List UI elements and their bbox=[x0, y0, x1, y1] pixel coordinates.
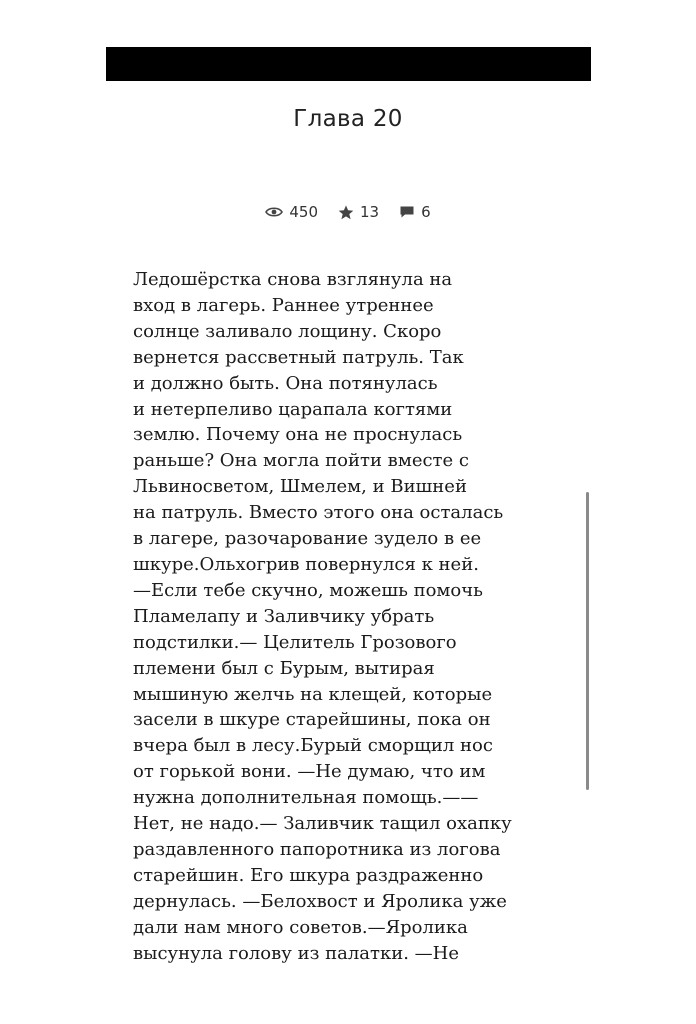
text-line: засели в шкуре старейшины, пока он bbox=[133, 709, 491, 731]
votes-stat bbox=[338, 203, 379, 221]
views-stat bbox=[265, 203, 318, 221]
chapter-stats bbox=[0, 203, 696, 221]
text-line: вернется рассветный патруль. Так bbox=[133, 346, 464, 368]
text-line: высунула голову из палатки. —Не bbox=[133, 942, 460, 964]
text-line: раньше? Она могла пойти вместе с bbox=[133, 450, 469, 472]
text-line: подстилки.— Целитель Грозового bbox=[133, 631, 457, 653]
scrollbar[interactable] bbox=[586, 492, 589, 790]
text-line: солнце заливало лощину. Скоро bbox=[133, 320, 442, 342]
text-line: и должно быть. Она потянулась bbox=[133, 372, 438, 394]
comments-stat bbox=[399, 203, 431, 221]
text-line: нужна дополнительная помощь.—— bbox=[133, 787, 479, 809]
text-line: мышиную желчь на клещей, которые bbox=[133, 683, 493, 705]
comment-icon bbox=[399, 205, 415, 219]
text-line: старейшин. Его шкура раздраженно bbox=[133, 864, 484, 886]
text-line: землю. Почему она не проснулась bbox=[133, 424, 463, 446]
text-line: шкуре.Ольхогрив повернулся к ней. bbox=[133, 553, 479, 575]
chapter-title: Глава 20 bbox=[293, 106, 403, 132]
text-line: дали нам много советов.—Яролика bbox=[133, 916, 468, 938]
text-line: —Если тебе скучно, можешь помочь bbox=[133, 579, 483, 601]
views-count: 450 bbox=[289, 203, 318, 221]
chapter-body bbox=[133, 267, 543, 966]
text-line: Львиносветом, Шмелем, и Вишней bbox=[133, 476, 467, 498]
text-line: от горькой вони. —Не думаю, что им bbox=[133, 761, 486, 783]
star-icon bbox=[338, 205, 354, 220]
top-bar bbox=[106, 47, 591, 81]
votes-count: 13 bbox=[360, 203, 380, 221]
text-line: на патруль. Вместо этого она осталась bbox=[133, 502, 504, 524]
text-line: Пламелапу и Заливчику убрать bbox=[133, 605, 435, 627]
text-line: Нет, не надо.— Заливчик тащил охапку bbox=[133, 813, 512, 835]
comments-count: 6 bbox=[421, 203, 431, 221]
eye-icon bbox=[265, 206, 283, 218]
text-line: раздавленного папоротника из логова bbox=[133, 838, 501, 860]
text-line: вчера был в лесу.Бурый сморщил нос bbox=[133, 735, 493, 757]
text-line: дернулась. —Белохвост и Яролика уже bbox=[133, 890, 507, 912]
text-line: и нетерпеливо царапала когтями bbox=[133, 398, 453, 420]
text-line: Ледошёрстка снова взглянула на bbox=[133, 269, 453, 290]
text-line: племени был с Бурым, вытирая bbox=[133, 657, 435, 679]
text-line: вход в лагерь. Раннее утреннее bbox=[133, 294, 434, 316]
text-line: в лагере, разочарование зудело в ее bbox=[133, 528, 482, 550]
